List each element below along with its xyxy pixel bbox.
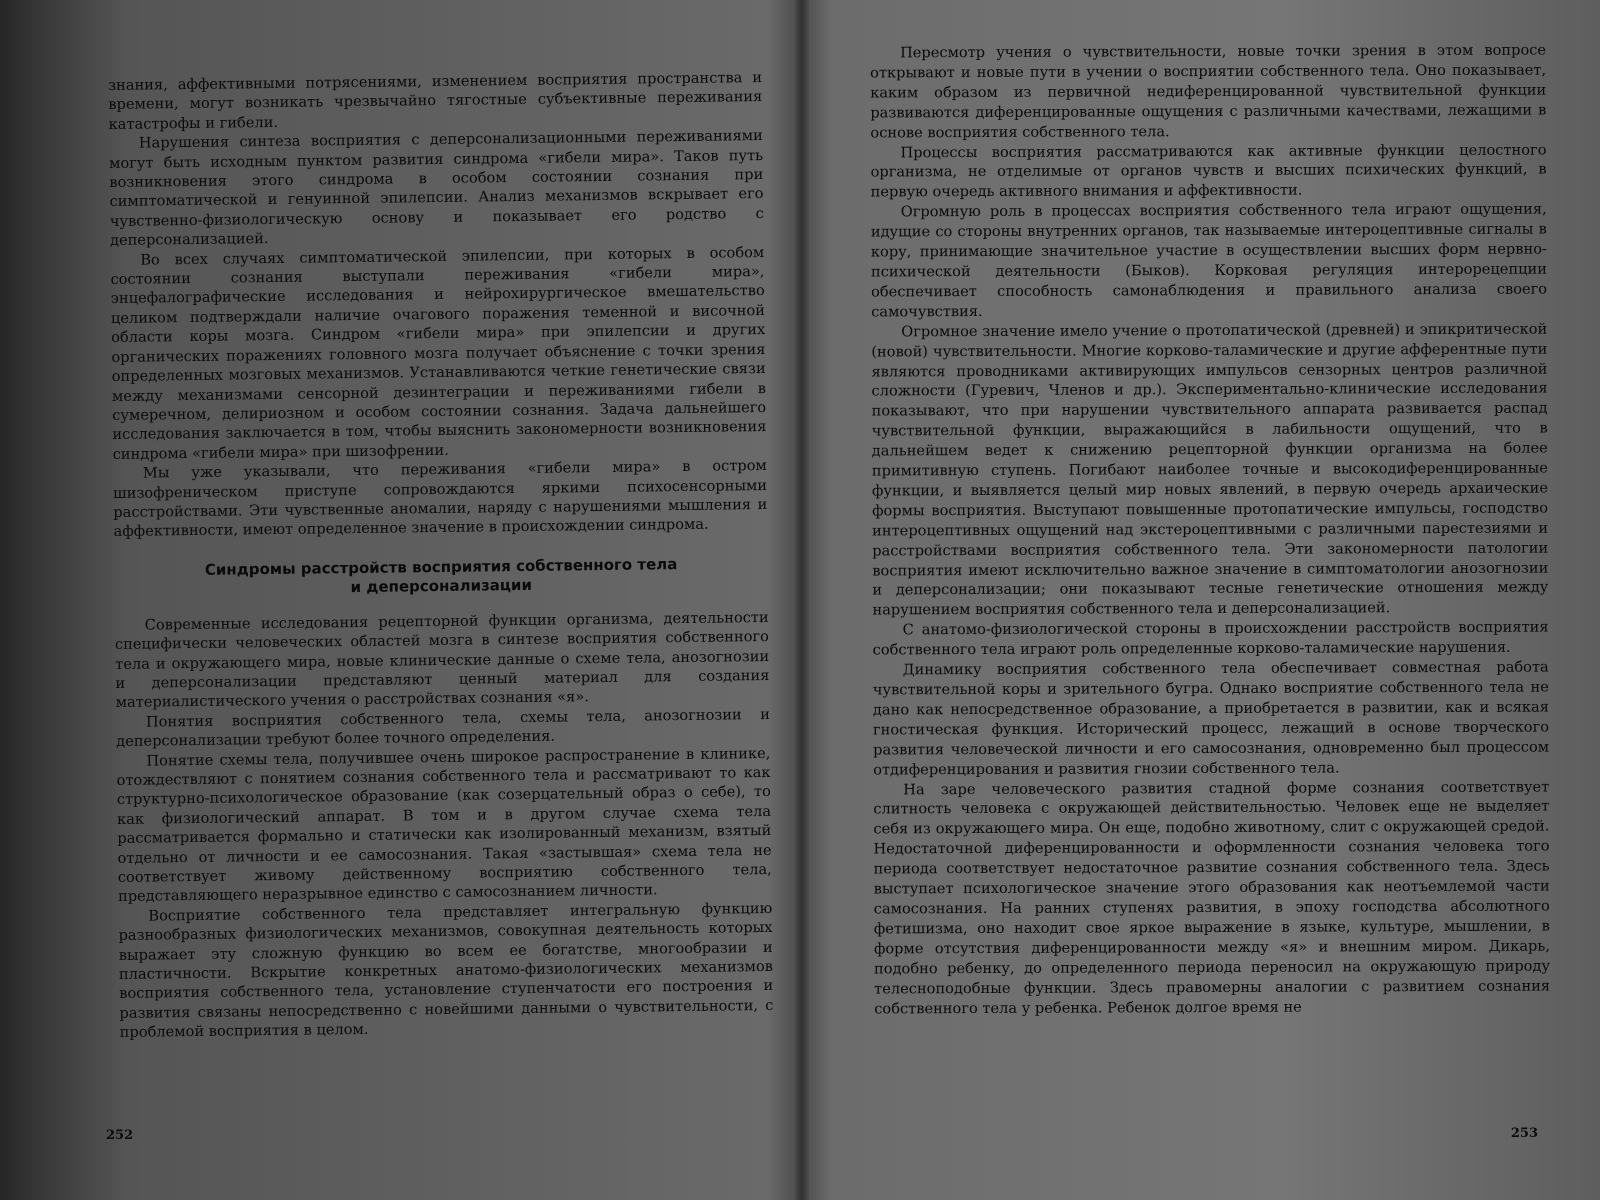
paragraph: Современные исследования рецепторной функции организма, деятельности специфически человеческих областей мозга в синтезе восприятия собственного тела и окружающего мира, новые клинические данные о схеме тела, анозогнозии и деперсонализации представляют ценный материал для создания материалистического учения о расстройствах сознания «я». (114, 608, 770, 712)
paragraph: Огромное значение имело учение о протопатической (древней) и эпикритической (новой) чувствительности. Многие корково-таламические и другие афферентные пути являются проводниками активирующих импульсов сензорных центров различной сложности (Гуревич, Членов и др.). Экспериментально-клинические исследования показывают, что при нарушении чувствительного аппарата развивается распад чувствительной функции, выражающийся в лабильности ощущений, что в дальнейшем ведет к снижению рецепторной функции организма на более примитивную ступень. Погибают наиболее точные и высокодиференцированные функции, и выявляется целый мир новых явлений, в первую очередь архаические формы восприятия. Выступают повышенные протопатические импульсы, господство интероцептивных ощущений над экстероцептивными с различными парестезиями и расстройствами восприятия собственного тела. Эти закономерности патологии восприятия имеют исключительно важное значение в симптоматологии анозогнозии и деперсонализации; они показывают тесные генетические отношения между нарушением восприятия собственного тела и деперсонализацией. (871, 320, 1549, 619)
paragraph: Пересмотр учения о чувствительности, новые точки зрения в этом вопросе открывают и новые пути в учении о восприятии собственного тела. Оно показывает, каким образом из первичной недиференцированной чувствительной функции развиваются диференцированные ощущения с различными качествами, лежащими в основе восприятия собственного тела. (870, 41, 1547, 142)
paragraph: На заре человеческого развития стадной форме сознания соответствует слитность человека с окружающей действительностью. Человек еще не выделяет себя из окружающего мира. Он еще, подобно животному, слит с окружающей средой. Недостаточной диференцированности и оформленности сознания человека того периода соответствует недостаточное развитие сознания собственного тела. Здесь выступает психологическое значение этого образования как неотъемлемой части самосознания. На ранних ступенях развития, в эпоху господства абсолютного фетишизма, оно находит свое яркое выражение в языке, культуре, мышлении, в форме отсутствия диференцированности между «я» и внешним миром. Дикарь, подобно ребенку, до определенного периода переносил на окружающую природу телесноподобные функции. Здесь правомерны аналогии с развитием сознания собственного тела у ребенка. Ребенок долгое время не (873, 778, 1551, 1017)
page-number: 253 (1510, 1126, 1538, 1141)
left-page-text (108, 68, 774, 1043)
paragraph: Понятия восприятия собственного тела, схемы тела, анозогнозии и деперсонализации требуют более точного определения. (116, 705, 770, 751)
paragraph: знания, аффективными потрясениями, изменением восприятия пространства и времени, могут возникать чрезвычайно тягостные субъективные переживания катастрофы и гибели. (108, 69, 763, 133)
paragraph: Динамику восприятия собственного тела обеспечивает совместная работа чувствительной коры и зрительного бугра. Однако восприятие собственного тела не дано как непосредственное образование, а приобретается в развитии, как и всякая гностическая функция. Исторический процесс, лежащий в основе творческого развития человеческой личности и его самосознания, одновременно был процессом отдиференцирования и развития гнозии собственного тела. (872, 658, 1550, 779)
paragraph: Нарушения синтеза восприятия с деперсонализационными переживаниями могут быть исходным пунктом развития синдрома «гибели мира». Таков путь возникновения этого синдрома в особом состоянии сознания при симптоматической и генуинной эпилепсии. Анализ механизмов вскрывает его чувственно-физиологическую основу и показывает его родство с деперсонализацией. (108, 127, 764, 250)
page-number: 252 (106, 1128, 134, 1143)
paragraph: Процессы восприятия рассматриваются как активные функции целостного организма, не отделимые от органов чувств и высших психических функций, в первую очередь активного внимания и аффективности. (870, 141, 1547, 201)
paragraph: Мы уже указывали, что переживания «гибели мира» в остром шизофреническом приступе сопровождаются яркими психосенсорными расстройствами. Эти чувственные аномалии, наряду с нарушениями мышления и аффективности, имеют определенное значение в происхождении синдрома. (113, 457, 768, 541)
section-heading (114, 554, 768, 600)
right-page (806, 0, 1600, 1200)
paragraph: Понятие схемы тела, получившее очень широкое распространение в клинике, отождествляют с понятием сознания собственного тела и рассматривают то как структурно-психологическое образование (как созерцательный образ о себе), то как физиологический аппарат. В том и в другом случае схема тела рассматривается формально и статически как изолированный механизм, взятый отдельно от личности и ее самосознания. Такая «застывшая» схема тела не соответствует живому действенному восприятию собственного тела, представляющего неразрывное единство с самосознанием личности. (116, 744, 772, 906)
section-heading-line: Синдромы расстройств восприятия собственного тела (204, 554, 678, 579)
paragraph: С анатомо-физиологической стороны в происхождении расстройств восприятия собственного тела играют роль определенные корково-таламические нарушения. (872, 618, 1549, 659)
paragraph: Восприятие собственного тела представляет интегральную функцию разнообразных физиологических механизмов, совокупная деятельность которых выражает эту сложную функцию во всем ее богатстве, многообразии и пластичности. Вскрытие конкретных анатомо-физиологических механизмов восприятия собственного тела, установление ступенчатости его построения и развития связаны непосредственно с новейшими данными о чувствительности, с проблемой восприятия в целом. (118, 899, 774, 1042)
paragraph: Огромную роль в процессах восприятия собственного тела играют ощущения, идущие со стороны внутренних органов, так называемые интероцептивные сигналы в кору, принимающие значительное участие в осуществлении высших форм нервно-психической деятельности (Быков). Корковая регуляция интерорецепции обеспечивает способность самонаблюдения и правильного анализа своего самочувствия. (870, 200, 1548, 321)
section-heading-line: и деперсонализации (350, 575, 533, 596)
right-page-text (870, 41, 1550, 1019)
paragraph: Во всех случаях симптоматической эпилепсии, при которых в особом состоянии сознания выступали переживания «гибели мира», энцефалографические исследования и нейрохирургическое вмешательство целиком подтверждали наличие очагового поражения теменной и височной области коры мозга. Синдром «гибели мира» при эпилепсии и других органических поражениях головного мозга получает объяснение с точки зрения определенных мозговых механизмов. Устанавливаются четкие генетические связи между механизмами сенсорной дезинтеграции и переживаниями гибели в сумеречном, делириозном и особом состоянии сознания. Задача дальнейшего исследования заключается в том, чтобы выяснить закономерности возникновения синдрома «гибели мира» при шизофрении. (110, 243, 767, 463)
